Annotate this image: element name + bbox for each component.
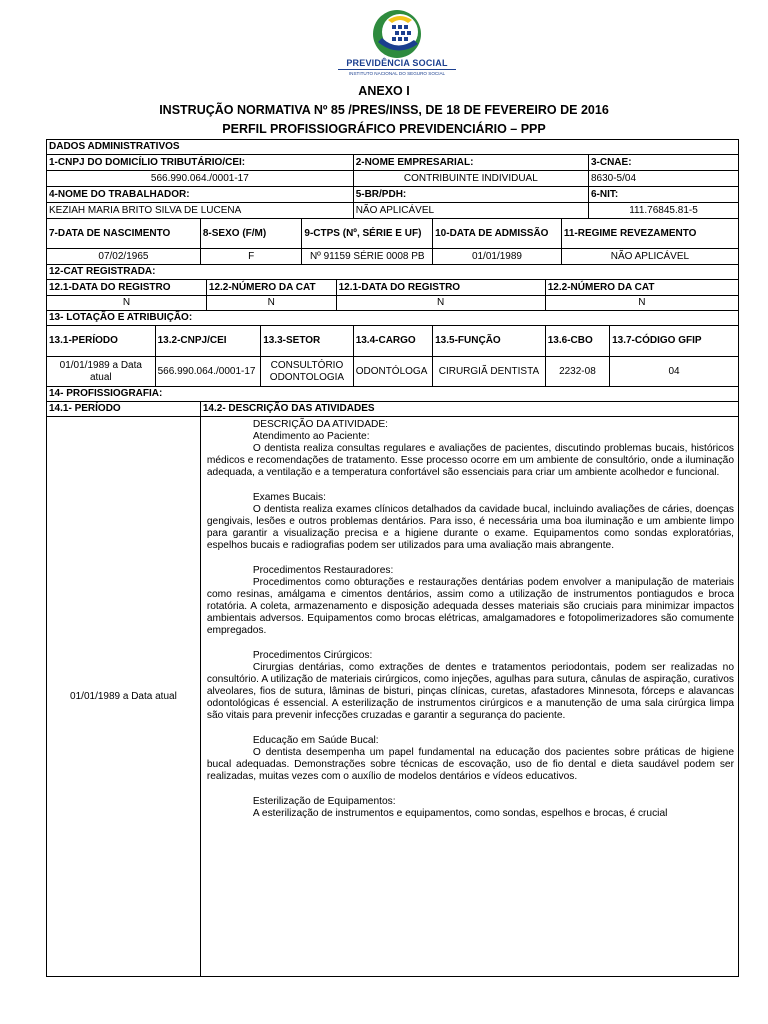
cnpj-cei-cell: 566.990.064./0001-17 bbox=[155, 357, 261, 387]
section-cat: 12-CAT REGISTRADA: bbox=[47, 265, 739, 280]
activity-description bbox=[200, 417, 738, 977]
shift-regime-value: NÃO APLICÁVEL bbox=[561, 249, 738, 265]
activity-block-title: Educação em Saúde Bucal: bbox=[252, 735, 379, 746]
annex-title: ANEXO I bbox=[358, 84, 410, 98]
section-admin: DADOS ADMINISTRATIVOS bbox=[47, 140, 739, 155]
cat-number-value-2: N bbox=[545, 296, 738, 311]
function-header: 13.5-FUNÇÃO bbox=[433, 326, 546, 357]
br-pdh-value: NÃO APLICÁVEL bbox=[353, 203, 588, 219]
activity-block-text: O dentista realiza exames clínicos detalhados da cavidade bucal, incluindo avaliações de cáries, doenças gengivais, lesões e outros problemas dentários. Para isso, é necessária uma boa iluminação e um ambiente limpo para garantir a visualização precisa e a higiene durante o exame. Equipamentos como sondas exploratórias, espelhos bucais e radiografias podem ser utilizados para uma avaliação mais abrangente. bbox=[206, 504, 734, 551]
activity-block-title: Esterilização de Equipamentos: bbox=[252, 796, 396, 807]
worker-name-label: 4-NOME DO TRABALHADOR: bbox=[47, 187, 354, 203]
sector-cell: CONSULTÓRIO ODONTOLOGIA bbox=[261, 357, 354, 387]
company-name-value: CONTRIBUINTE INDIVIDUAL bbox=[353, 171, 588, 187]
cnpj-value: 566.990.064./0001-17 bbox=[47, 171, 354, 187]
nit-value: 111.76845.81-5 bbox=[588, 203, 738, 219]
activity-block-text: O dentista desempenha um papel fundamental na educação dos pacientes sobre práticas de higiene bucal adequadas. Demonstrações sobre técnicas de escovação, uso de fio dental e dieta saudável podem ser realizadas, muitas vezes com o auxílio de modelos dentários e vídeos educativos. bbox=[206, 747, 734, 782]
activity-block-title: Procedimentos Restauradores: bbox=[252, 565, 394, 576]
cat-number-value: N bbox=[206, 296, 336, 311]
position-header: 13.4-CARGO bbox=[353, 326, 432, 357]
cat-number-label-2: 12.2-NÚMERO DA CAT bbox=[545, 280, 738, 296]
ppp-form-table bbox=[46, 139, 739, 977]
cnae-label: 3-CNAE: bbox=[588, 155, 738, 171]
gfip-code-cell: 04 bbox=[610, 357, 739, 387]
cat-number-label: 12.2-NÚMERO DA CAT bbox=[206, 280, 336, 296]
profile-title: PERFIL PROFISSIOGRÁFICO PREVIDENCIÁRIO – PPP bbox=[222, 122, 546, 136]
birth-date-value: 07/02/1965 bbox=[47, 249, 201, 265]
activity-block-text: Cirurgias dentárias, como extrações de dentes e tratamentos periodontais, podem ser realizadas no consultório. A utilização de materiais cirúrgicos, como injeções, agulhas para sutura, cânulas de aspiração, curativos alveolares, fios de sutura, lâminas de bisturi, pinças clínicas, curetas, afastadores Minnesota, fórceps e alavancas odontológicas é essencial. A esterilização de instrumentos cirúrgicos e a manutenção de uma sala cirúrgica limpa são vitais para prevenir infecções cruzadas e garantir a segurança do paciente. bbox=[206, 662, 734, 721]
sex-value: F bbox=[200, 249, 302, 265]
cnae-value: 8630-5/04 bbox=[588, 171, 738, 187]
activity-block-title: Atendimento ao Paciente: bbox=[252, 431, 370, 442]
period-cell: 01/01/1989 a Data atual bbox=[47, 357, 156, 387]
cat-date-label-2: 12.1-DATA DO REGISTRO bbox=[336, 280, 545, 296]
section-lotacao: 13- LOTAÇÃO E ATRIBUIÇÃO: bbox=[47, 311, 739, 326]
admission-date-label: 10-DATA DE ADMISSÃO bbox=[433, 219, 562, 249]
logo-emblem bbox=[338, 8, 456, 60]
function-cell: CIRURGIÃ DENTISTA bbox=[433, 357, 546, 387]
activity-block-title: Procedimentos Cirúrgicos: bbox=[252, 650, 373, 661]
activity-period-value: 01/01/1989 a Data atual bbox=[47, 417, 201, 977]
company-name-label: 2-NOME EMPRESARIAL: bbox=[353, 155, 588, 171]
worker-name-value: KEZIAH MARIA BRITO SILVA DE LUCENA bbox=[47, 203, 354, 219]
previdencia-social-logo bbox=[338, 8, 456, 80]
activity-intro: DESCRIÇÃO DA ATIVIDADE: bbox=[252, 419, 388, 430]
ctps-label: 9-CTPS (Nº, SÉRIE E UF) bbox=[302, 219, 433, 249]
sex-label: 8-SEXO (F/M) bbox=[200, 219, 302, 249]
activity-block-title: Exames Bucais: bbox=[252, 492, 326, 503]
gfip-code-header: 13.7-CÓDIGO GFIP bbox=[610, 326, 739, 357]
cnpj-cei-header: 13.2-CNPJ/CEI bbox=[155, 326, 261, 357]
activity-period-label: 14.1- PERÍODO bbox=[47, 402, 201, 417]
activity-block-text: Procedimentos como obturações e restaurações dentárias podem envolver a manipulação de materiais como resinas, amálgama e cimentos dentários, assim como a utilização de instrumentos pontiagudos e broca rotatória. A coleta, armazenamento e disposição adequada desses materiais são cruciais para minimizar impactos ambientais adversos. Equipamentos como brocas elétricas, amalgamadores e fotopolimerizadores são comumente empregados. bbox=[206, 577, 734, 636]
activity-block-text: O dentista realiza consultas regulares e avaliações de pacientes, discutindo problemas bucais, históricos médicos e recomendações de tratamento. Esse processo ocorre em um ambiente de consultório, onde a iluminação adequada, a ventilação e a temperatura confortável são essenciais para criar um ambiente acolhedor e funcional. bbox=[206, 443, 734, 478]
cbo-cell: 2232-08 bbox=[545, 357, 609, 387]
cat-date-value: N bbox=[47, 296, 207, 311]
nit-label: 6-NIT: bbox=[588, 187, 738, 203]
section-profissiografia: 14- PROFISSIOGRAFIA: bbox=[47, 387, 739, 402]
period-header: 13.1-PERÍODO bbox=[47, 326, 156, 357]
birth-date-label: 7-DATA DE NASCIMENTO bbox=[47, 219, 201, 249]
cat-date-value-2: N bbox=[336, 296, 545, 311]
sector-header: 13.3-SETOR bbox=[261, 326, 354, 357]
br-pdh-label: 5-BR/PDH: bbox=[353, 187, 588, 203]
activity-block-text: A esterilização de instrumentos e equipamentos, como sondas, espelhos e brocas, é crucial bbox=[252, 808, 668, 819]
shift-regime-label: 11-REGIME REVEZAMENTO bbox=[561, 219, 738, 249]
activity-description-label: 14.2- DESCRIÇÃO DAS ATIVIDADES bbox=[200, 402, 738, 417]
logo-subtitle-text: INSTITUTO NACIONAL DO SEGURO SOCIAL bbox=[338, 69, 456, 76]
cnpj-label: 1-CNPJ DO DOMICÍLIO TRIBUTÁRIO/CEI: bbox=[47, 155, 354, 171]
cbo-header: 13.6-CBO bbox=[545, 326, 609, 357]
admission-date-value: 01/01/1989 bbox=[433, 249, 562, 265]
position-cell: ODONTÓLOGA bbox=[353, 357, 432, 387]
logo-brand-text: PREVIDÊNCIA SOCIAL bbox=[346, 58, 448, 68]
cat-date-label: 12.1-DATA DO REGISTRO bbox=[47, 280, 207, 296]
ctps-value: Nº 91159 SÉRIE 0008 PB bbox=[302, 249, 433, 265]
norm-title: INSTRUÇÃO NORMATIVA Nº 85 /PRES/INSS, DE 18 DE FEVEREIRO DE 2016 bbox=[159, 103, 609, 117]
